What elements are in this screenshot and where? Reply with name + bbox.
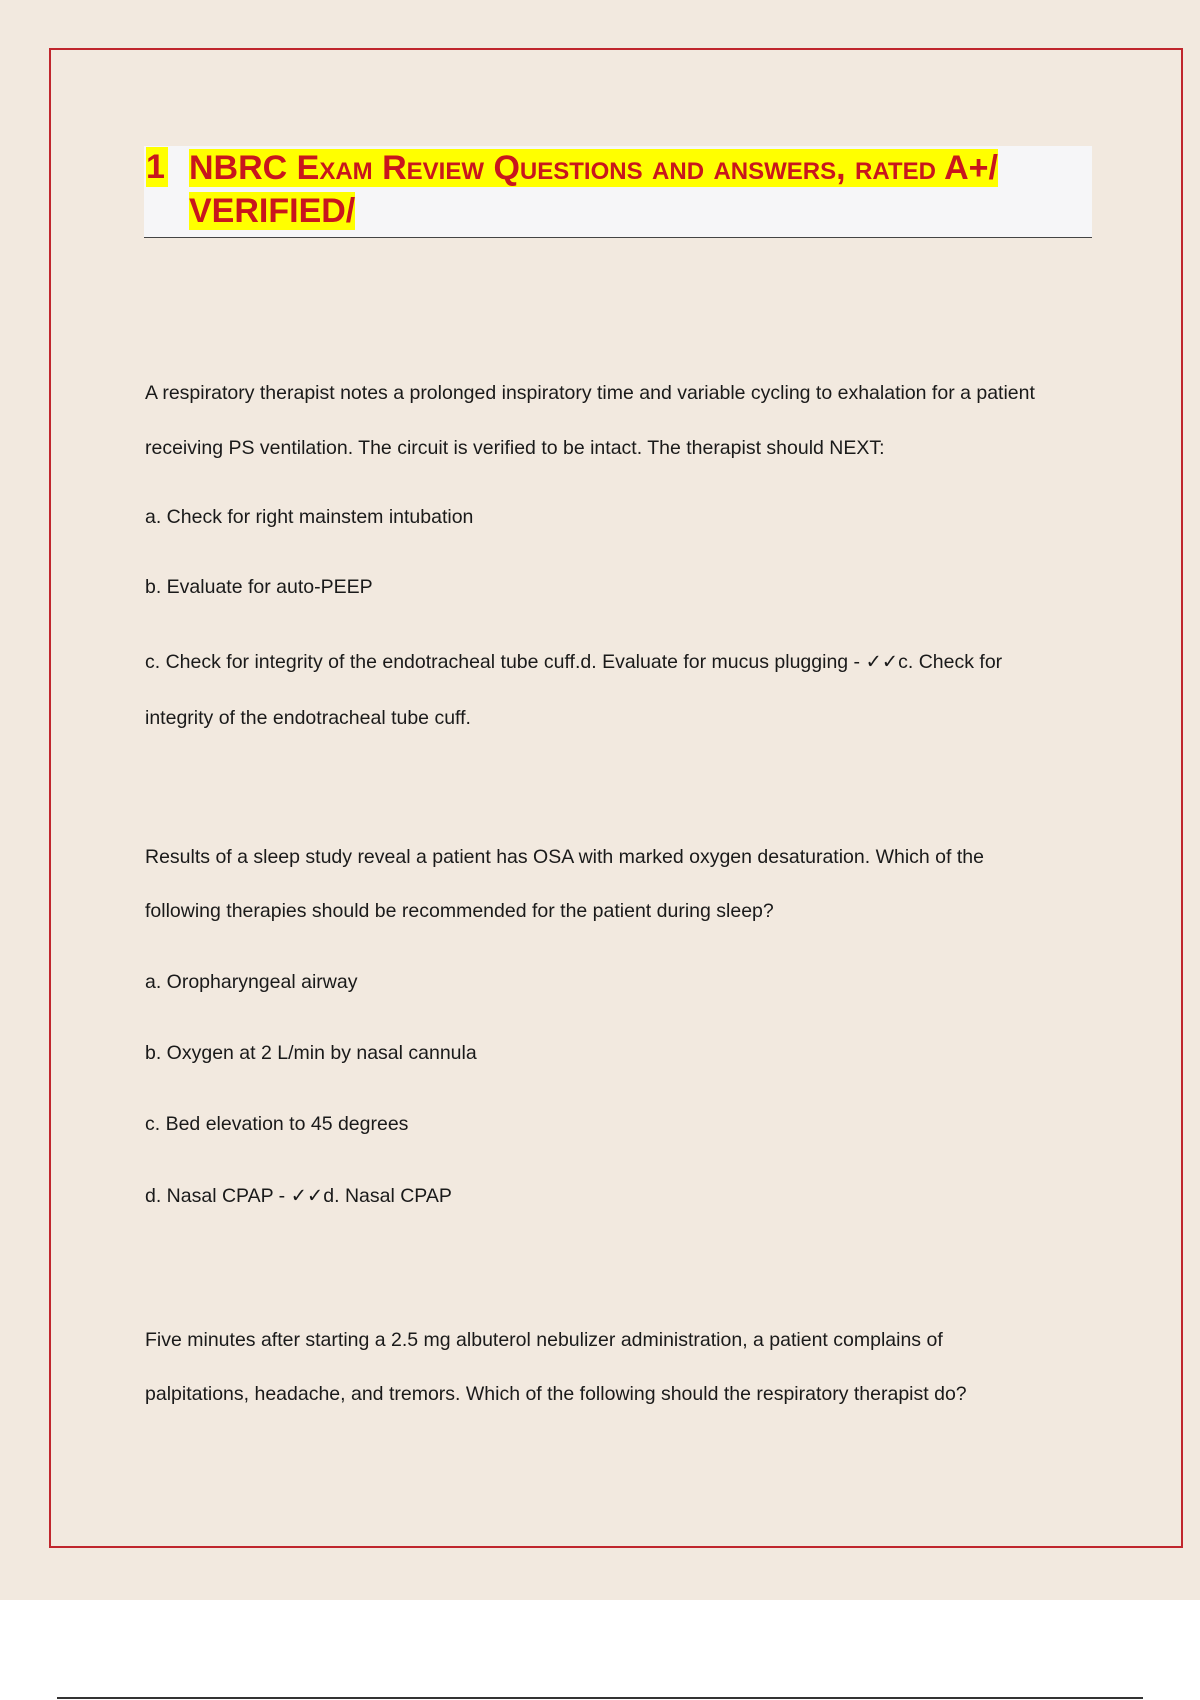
heading-number: 1 <box>146 147 168 187</box>
question-1-option-b: b. Evaluate for auto-PEEP <box>145 576 373 598</box>
question-1-answer-line-2: integrity of the endotracheal tube cuff. <box>145 707 471 729</box>
question-3-stem-line-1: Five minutes after starting a 2.5 mg albuterol nebulizer administration, a patient complains of <box>145 1329 943 1351</box>
question-2-answer-line-1: d. Nasal CPAP - ✓✓d. Nasal CPAP <box>145 1185 452 1207</box>
page-title-text: NBRC Exam Review Questions and answers, rated A+/ VERIFIED/ <box>189 149 998 230</box>
page-footer-rule <box>57 1697 1143 1699</box>
question-1-answer-line-1: c. Check for integrity of the endotracheal tube cuff.d. Evaluate for mucus plugging - ✓✓c. Check for <box>145 651 1003 673</box>
question-3-stem-line-2: palpitations, headache, and tremors. Which of the following should the respiratory therapist do? <box>145 1383 967 1405</box>
page-border-frame <box>49 48 1183 1548</box>
question-1-stem-line-1: A respiratory therapist notes a prolonged inspiratory time and variable cycling to exhalation for a patient <box>145 382 1035 404</box>
question-1-stem-line-2: receiving PS ventilation. The circuit is verified to be intact. The therapist should NEXT: <box>145 437 885 459</box>
page-title <box>189 147 1069 233</box>
question-1-option-a: a. Check for right mainstem intubation <box>145 506 474 528</box>
question-2-stem-line-2: following therapies should be recommended for the patient during sleep? <box>145 900 774 922</box>
question-2-option-c: c. Bed elevation to 45 degrees <box>145 1113 409 1135</box>
question-2-stem-line-1: Results of a sleep study reveal a patient has OSA with marked oxygen desaturation. Which of the <box>145 846 984 868</box>
question-2-option-b: b. Oxygen at 2 L/min by nasal cannula <box>145 1042 477 1064</box>
question-2-option-a: a. Oropharyngeal airway <box>145 971 358 993</box>
